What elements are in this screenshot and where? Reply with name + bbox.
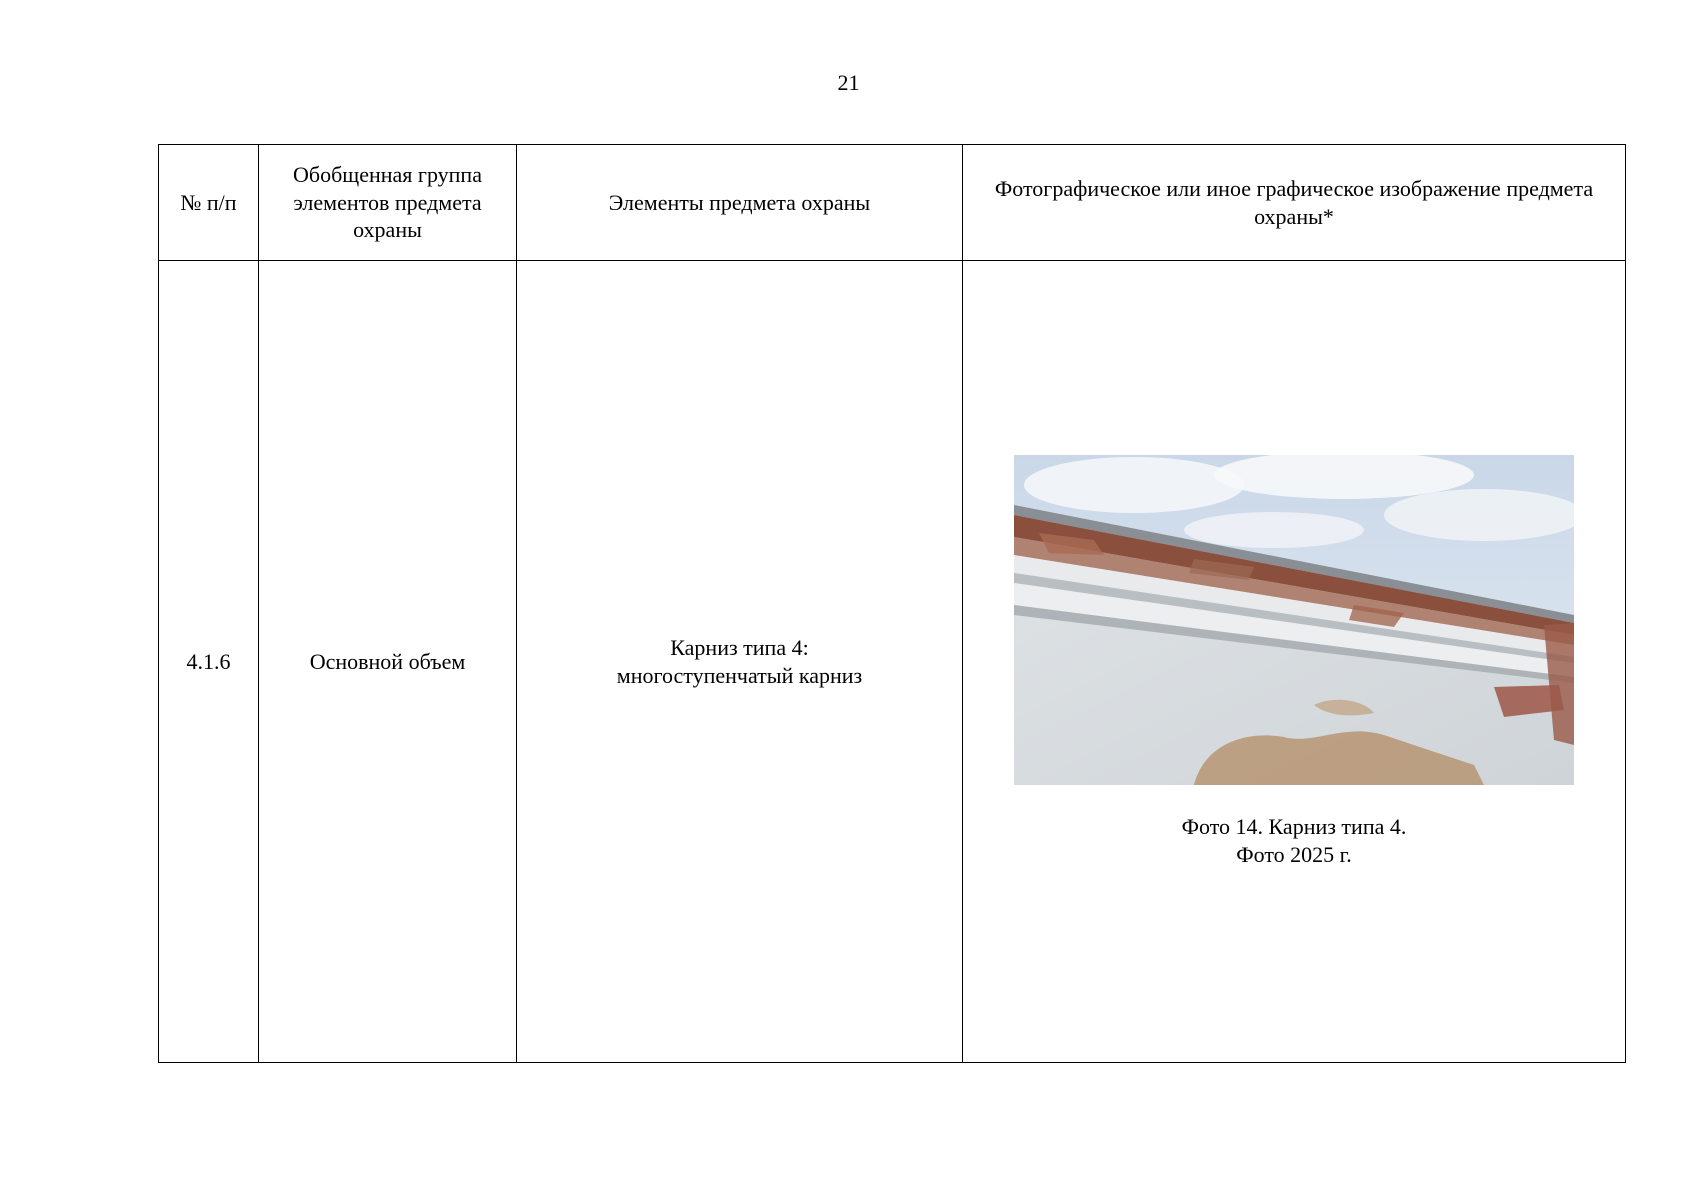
page-number: 21 bbox=[837, 70, 860, 95]
table-row bbox=[159, 261, 1626, 1063]
cell-elements bbox=[517, 261, 963, 1063]
table-header-row bbox=[159, 145, 1626, 261]
cell-number: 4.1.6 bbox=[159, 261, 259, 1063]
element-text-line2: многоступенчатый карниз bbox=[616, 662, 863, 688]
cell-group: Основной объем bbox=[259, 261, 517, 1063]
cell-photo bbox=[963, 261, 1626, 1063]
caption-line2: Фото 2025 г. bbox=[1236, 841, 1352, 867]
element-text-line1: Карниз типа 4: bbox=[670, 635, 809, 660]
photo-container bbox=[971, 455, 1617, 868]
photo-caption bbox=[1182, 813, 1407, 868]
caption-line1: Фото 14. Карниз типа 4. bbox=[1181, 814, 1407, 839]
protection-table bbox=[158, 144, 1626, 1063]
header-photo: Фотографическое или иное графическое изображение предмета охраны* bbox=[963, 145, 1626, 261]
cornice-photo bbox=[1014, 455, 1574, 785]
header-elements: Элементы предмета охраны bbox=[517, 145, 963, 261]
header-group: Обобщенная группа элементов предмета охраны bbox=[259, 145, 517, 261]
header-number: № п/п bbox=[159, 145, 259, 261]
